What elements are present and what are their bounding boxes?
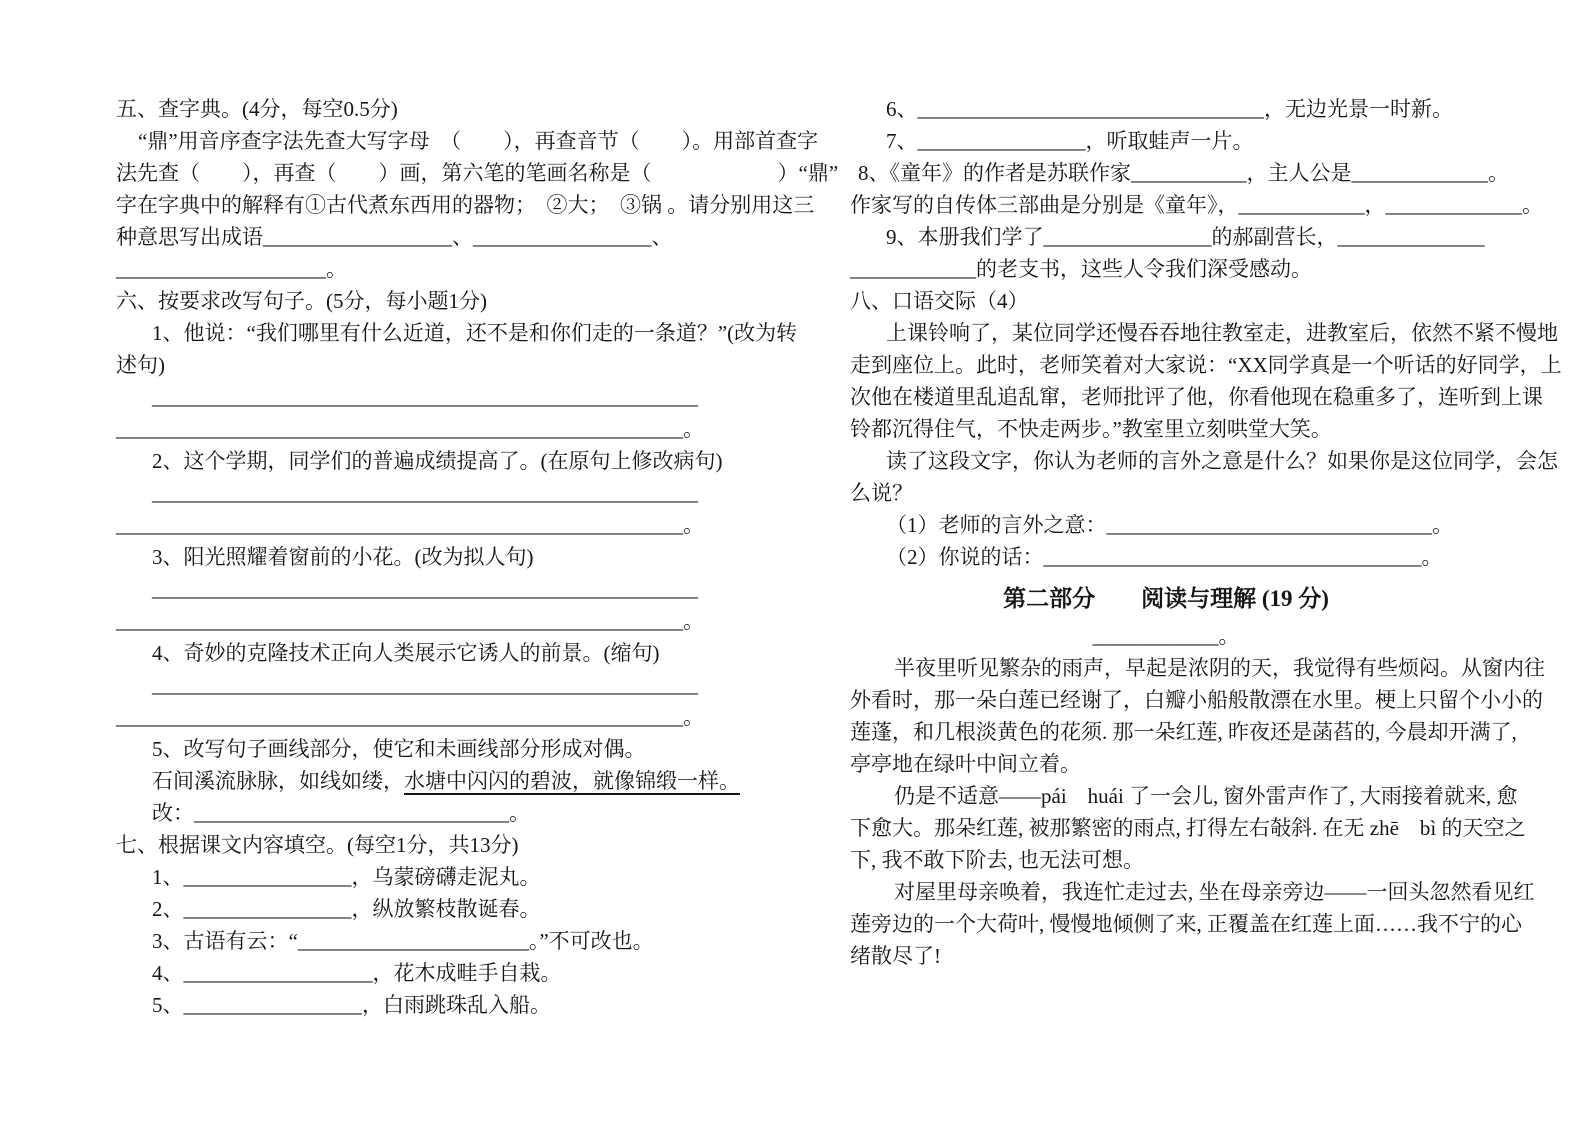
- reading-p2-line-1: 仍是不适意——pái huái 了一会儿, 窗外雷声作了, 大雨接着就来, 愈: [894, 784, 1518, 808]
- left-column: [116, 93, 839, 1021]
- sec6-q5-underlined-part: 水塘中闪闪的碧波，就像锦缎一样。: [404, 769, 740, 793]
- reading-p1-line-3: 莲蓬，和几根淡黄色的花须. 那一朵红莲, 昨夜还是菡萏的, 今晨却开满了,: [850, 720, 1517, 744]
- sec8-answer-1-blank: （1）老师的言外之意：_______________________________。: [886, 513, 1453, 537]
- sec6-q1-answer-line-2: ______________________________________________________。: [116, 417, 704, 441]
- sec5-line-4-blanks: 种意思写出成语__________________、_________________、: [116, 225, 673, 249]
- sec6-q1-line-2: 述句): [116, 353, 165, 377]
- sec6-q3: 3、阳光照耀着窗前的小花。(改为拟人句): [152, 545, 534, 569]
- sec7-q5: 5、_________________，白雨跳珠乱入船。: [152, 993, 551, 1017]
- sec6-q2-answer-line-2: ______________________________________________________。: [116, 513, 704, 537]
- sec7-q3: 3、古语有云：“______________________。”不可改也。: [152, 929, 654, 953]
- sec5-line-2: 法先查（ ），再查（ ）画，第六笔的笔画名称是（ ）“鼎”: [116, 161, 839, 185]
- sec7-q7: 7、________________，听取蛙声一片。: [886, 129, 1254, 153]
- sec6-title: 六、按要求改写句子。(5分，每小题1分): [116, 289, 487, 313]
- sec7-q9-line-1: 9、本册我们学了________________的郝副营长，______________: [886, 225, 1485, 249]
- sec6-q4-answer-line-1: ____________________________________________________: [152, 673, 698, 697]
- sec8-prompt-line-1: 读了这段文字，你认为老师的言外之意是什么？如果你是这位同学，会怎: [886, 449, 1558, 473]
- sec6-q3-answer-line-1: ____________________________________________________: [152, 577, 698, 601]
- sec8-scenario-line-3: 次他在楼道里乱追乱窜，老师批评了他，你看他现在稳重多了，连听到上课: [850, 385, 1543, 409]
- reading-p3-line-3: 绪散尽了!: [850, 944, 941, 968]
- sec6-q5-rewrite-blank: 改：______________________________。: [152, 801, 530, 825]
- sec7-q8-line-2: 作家写的自传体三部曲是分别是《童年》，____________，_____________。: [850, 193, 1543, 217]
- sec7-q8-line-1: 8、《童年》的作者是苏联作家___________，主人公是_____________。: [858, 161, 1509, 185]
- reading-p3-line-2: 莲旁边的一个大荷叶, 慢慢地倾侧了来, 正覆盖在红莲上面……我不宁的心: [850, 912, 1522, 936]
- sec7-q9-line-2: ____________的老支书，这些人令我们深受感动。: [850, 257, 1312, 281]
- reading-p2-line-2: 下愈大。那朵红莲, 被那繁密的雨点, 打得左右敧斜. 在无 zhē bì 的天空之: [850, 816, 1526, 840]
- reading-p1-line-4: 亭亭地在绿叶中间立着。: [850, 752, 1081, 776]
- sec8-prompt-line-2: 么说？: [850, 481, 913, 505]
- reading-p1-line-2: 外看时，那一朵白莲已经谢了，白瓣小船般散漂在水里。梗上只留个小小的: [850, 688, 1543, 712]
- part2-title-blank: ____________。: [1092, 624, 1240, 648]
- sec8-scenario-line-1: 上课铃响了，某位同学还慢吞吞地往教室走，进教室后，依然不紧不慢地: [886, 321, 1558, 345]
- sec5-title: 五、查字典。(4分，每空0.5分): [116, 97, 398, 121]
- sec7-title: 七、根据课文内容填空。(每空1分，共13分): [116, 833, 519, 857]
- reading-p2-line-3: 下, 我不敢下阶去, 也无法可想。: [850, 848, 1144, 872]
- sec6-q4: 4、奇妙的克隆技术正向人类展示它诱人的前景。(缩句): [152, 641, 660, 665]
- sec7-q4: 4、__________________，花木成畦手自栽。: [152, 961, 562, 985]
- sec6-q1-answer-line-1: ____________________________________________________: [152, 385, 698, 409]
- sec7-q1: 1、________________，乌蒙磅礴走泥丸。: [152, 865, 541, 889]
- sec6-q2: 2、这个学期，同学们的普遍成绩提高了。(在原句上修改病句): [152, 449, 723, 473]
- reading-p1-line-1: 半夜里听见繁杂的雨声，早起是浓阴的天，我觉得有些烦闷。从窗内往: [894, 656, 1545, 680]
- part2-heading: 第二部分 阅读与理解 (19 分): [1003, 586, 1329, 611]
- sec5-line-3: 字在字典中的解释有①古代煮东西用的器物； ②大； ③锅 。请分别用这三: [116, 193, 815, 217]
- sec8-title: 八、口语交际（4）: [850, 289, 1029, 313]
- sec6-q3-answer-line-2: ______________________________________________________。: [116, 609, 704, 633]
- sec8-scenario-line-4: 铃都沉得住气，不快走两步。”教室里立刻哄堂大笑。: [850, 417, 1332, 441]
- sec6-q1-line-1: 1、他说：“我们哪里有什么近道，还不是和你们走的一条道？”(改为转: [152, 321, 798, 345]
- sec5-line-1: “鼎”用音序查字法先查大写字母 （ ），再查音节（ ）。用部首查字: [138, 129, 819, 153]
- sec5-line-5-blank: ____________________。: [116, 257, 347, 281]
- sec6-q5-plain-part: 石间溪流脉脉，如线如缕，: [152, 769, 404, 793]
- sec7-q2: 2、________________，纵放繁枝散诞春。: [152, 897, 541, 921]
- sec8-scenario-line-2: 走到座位上。此时，老师笑着对大家说：“XX同学真是一个听话的好同学，上: [850, 353, 1562, 377]
- sec6-q5-source-sentence: [116, 765, 748, 797]
- sec6-q2-answer-line-1: ____________________________________________________: [152, 481, 698, 505]
- reading-p3-line-1: 对屋里母亲唤着，我连忙走过去, 坐在母亲旁边——一回头忽然看见红: [894, 880, 1535, 904]
- sec7-q6: 6、_________________________________，无边光景一时新。: [886, 97, 1453, 121]
- right-column: [850, 93, 1562, 1021]
- sec6-q5: 5、改写句子画线部分，使它和未画线部分形成对偶。: [152, 737, 646, 761]
- sec8-answer-2-blank: （2）你说的话：____________________________________。: [886, 545, 1443, 569]
- sec6-q4-answer-line-2: ______________________________________________________。: [116, 705, 704, 729]
